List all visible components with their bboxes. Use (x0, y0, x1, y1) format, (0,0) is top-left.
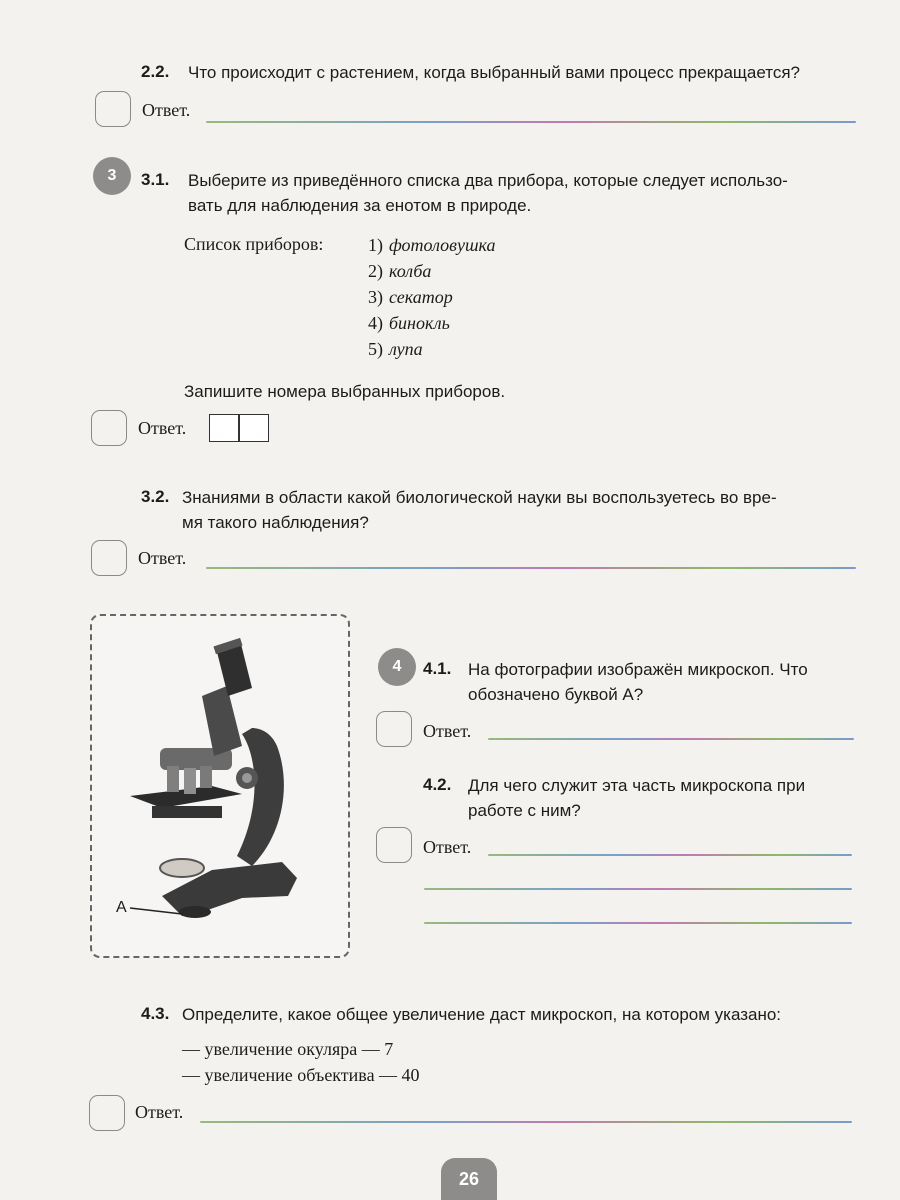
answer-3-1-cell-2[interactable] (239, 414, 269, 442)
question-3-2-text-line2: мя такого наблюдения? (182, 513, 369, 532)
answer-4-3-checkbox[interactable] (89, 1095, 125, 1131)
answer-3-1-label: Ответ. (138, 418, 187, 438)
microscope-image (92, 616, 348, 956)
question-3-1-text-line1: Выберите из приведённого списка два прибора, которые следует использо- (188, 171, 788, 190)
list-item: 2) колба (368, 261, 432, 281)
list-item: 3) секатор (368, 287, 453, 307)
answer-4-2-label: Ответ. (423, 837, 472, 857)
answer-3-1-cell-1[interactable] (209, 414, 239, 442)
question-4-3-text: Определите, какое общее увеличение даст микроскоп, на котором указано: (182, 1005, 782, 1024)
question-4-1-text-line1: На фотографии изображён микроскоп. Что (468, 660, 808, 679)
question-4-2-text-line2: работе с ним? (468, 801, 581, 820)
answer-3-2-label: Ответ. (138, 548, 187, 568)
question-3-2-text-line1: Знаниями в области какой биологической науки вы воспользуетесь во вре- (182, 488, 777, 507)
answer-4-1-line[interactable] (488, 738, 854, 740)
list-item: 5) лупа (368, 339, 423, 359)
list-item: 1) фотоловушка (368, 235, 496, 255)
question-4-1-number: 4.1. (423, 659, 452, 678)
answer-4-1-label: Ответ. (423, 721, 472, 741)
question-4-3-number: 4.3. (141, 1004, 170, 1023)
question-2-2-number: 2.2. (141, 62, 170, 81)
question-3-1-text-line2: вать для наблюдения за енотом в природе. (188, 196, 532, 215)
answer-3-1-checkbox[interactable] (91, 410, 127, 446)
page-number: 26 (441, 1158, 497, 1200)
answer-3-2-line[interactable] (206, 567, 856, 569)
question-3-1-number: 3.1. (141, 170, 170, 189)
instrument-list (368, 232, 496, 362)
answer-4-2-checkbox[interactable] (376, 827, 412, 863)
microscope-photo-frame (90, 614, 350, 958)
list-item: 4) бинокль (368, 313, 450, 333)
answer-4-3-line[interactable] (200, 1121, 852, 1123)
question-3-2-number: 3.2. (141, 487, 170, 506)
question-4-3-eyepiece: — увеличение окуляра — 7 (182, 1039, 394, 1059)
question-4-2-number: 4.2. (423, 775, 452, 794)
answer-4-2-line-3[interactable] (424, 922, 852, 924)
question-2-2-text: Что происходит с растением, когда выбранный вами процесс прекращается? (188, 63, 800, 82)
figure-label-a: А (116, 899, 127, 916)
task-3-badge: 3 (93, 157, 131, 195)
answer-4-3-label: Ответ. (135, 1102, 184, 1122)
instrument-list-label: Список приборов: (184, 234, 324, 254)
answer-4-1-checkbox[interactable] (376, 711, 412, 747)
answer-2-2-checkbox[interactable] (95, 91, 131, 127)
answer-4-2-line-2[interactable] (424, 888, 852, 890)
question-3-1-instruction: Запишите номера выбранных приборов. (184, 382, 506, 401)
answer-3-2-checkbox[interactable] (91, 540, 127, 576)
answer-2-2-label: Ответ. (142, 100, 191, 120)
answer-4-2-line-1[interactable] (488, 854, 852, 856)
question-4-2-text-line1: Для чего служит эта часть микроскопа при (468, 776, 806, 795)
answer-2-2-line[interactable] (206, 121, 856, 123)
question-4-1-text-line2: обозначено буквой А? (468, 685, 644, 704)
question-4-3-objective: — увеличение объектива — 40 (182, 1065, 420, 1085)
task-4-badge: 4 (378, 648, 416, 686)
